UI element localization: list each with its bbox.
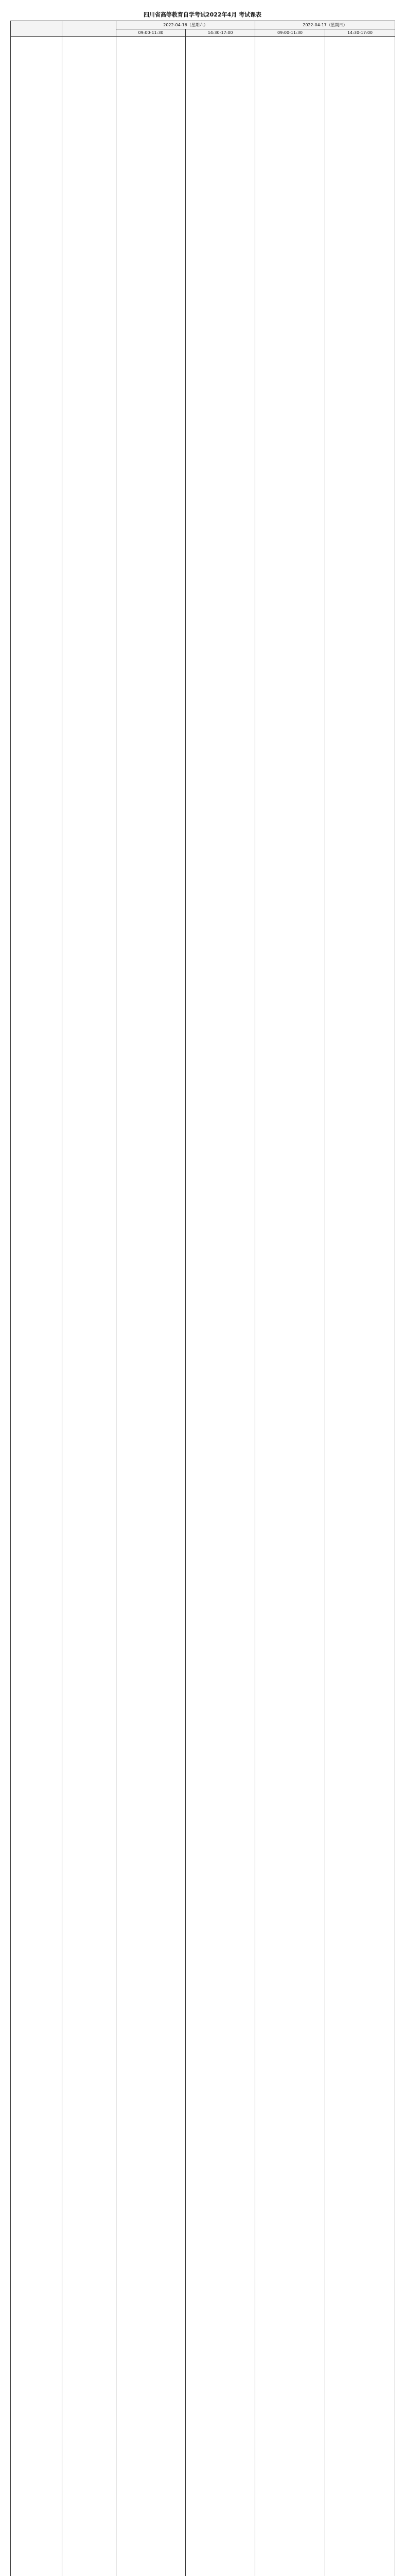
date-header-1: 2022-04-16（星期六） [116, 21, 255, 29]
date-header-2: 2022-04-17（星期日） [255, 21, 395, 29]
time-header-3: 09:00-11:30 [255, 29, 325, 37]
time-header-4: 14:30-17:00 [325, 29, 395, 37]
page-title: 四川省高等教育自学考试2022年4月 考试课表 [143, 11, 262, 18]
major-code-header [11, 21, 62, 37]
old-major-header [62, 21, 116, 37]
schedule-table [10, 21, 395, 2576]
table-body-placeholder [11, 37, 395, 2576]
date-row [11, 21, 395, 29]
time-header-1: 09:00-11:30 [116, 29, 186, 37]
time-header-2: 14:30-17:00 [186, 29, 255, 37]
exam-schedule-sheet [10, 9, 395, 2576]
